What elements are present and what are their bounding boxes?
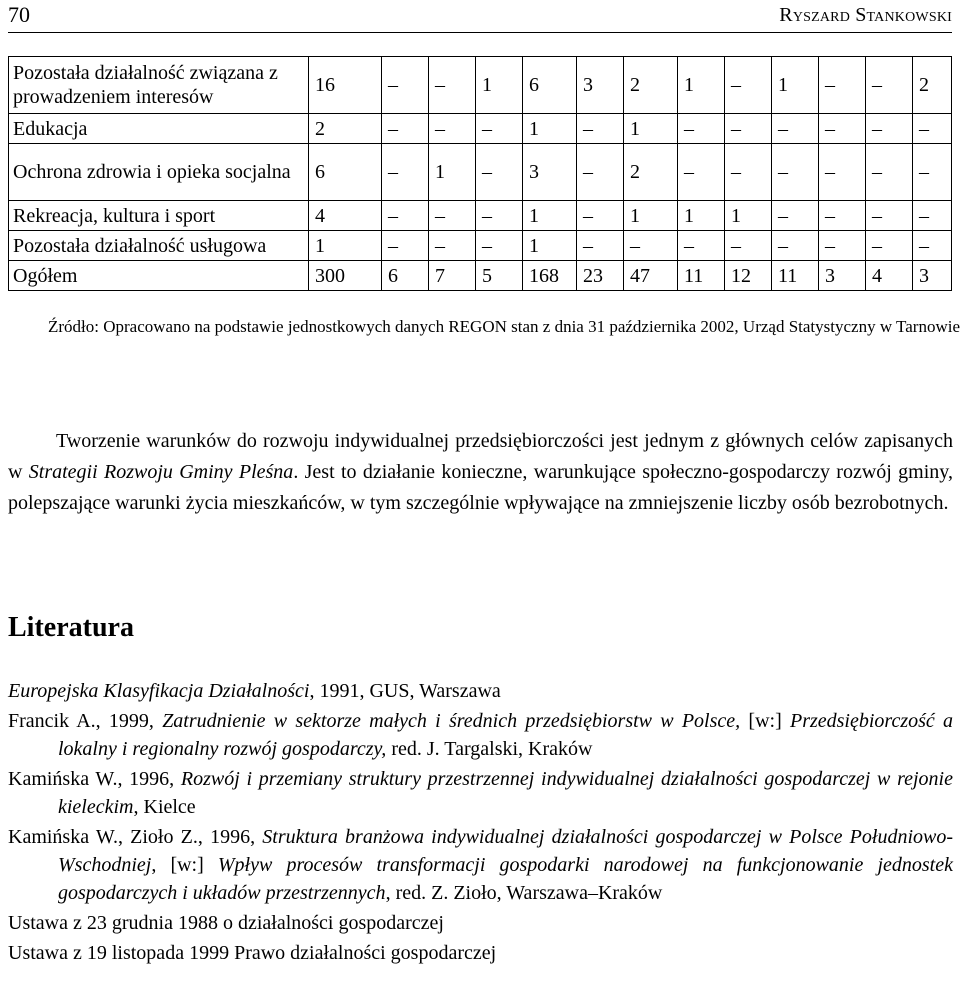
table-cell: 1 bbox=[678, 201, 725, 231]
table-cell: 11 bbox=[678, 261, 725, 291]
reference-item bbox=[8, 677, 953, 705]
table-cell: 3 bbox=[819, 261, 866, 291]
reference-item bbox=[8, 823, 953, 907]
table-cell: – bbox=[678, 114, 725, 144]
table-cell: – bbox=[577, 201, 624, 231]
table-cell: 1 bbox=[476, 57, 523, 114]
table-cell: 1 bbox=[309, 231, 382, 261]
table-cell: 2 bbox=[913, 57, 952, 114]
table-cell: – bbox=[866, 201, 913, 231]
table-cell: 1 bbox=[678, 57, 725, 114]
table-cell: – bbox=[819, 201, 866, 231]
table-cell: – bbox=[382, 114, 429, 144]
table-cell: – bbox=[678, 144, 725, 201]
table-cell: – bbox=[429, 57, 476, 114]
reference-item bbox=[8, 909, 953, 937]
table-cell: – bbox=[772, 231, 819, 261]
section-title: Literatura bbox=[8, 612, 134, 643]
table-cell: – bbox=[382, 144, 429, 201]
table-cell: 12 bbox=[725, 261, 772, 291]
row-label: Pozostała działalność usługowa bbox=[9, 231, 309, 261]
table-cell: 300 bbox=[309, 261, 382, 291]
table-cell: – bbox=[866, 144, 913, 201]
table-cell: – bbox=[577, 231, 624, 261]
table-cell: 3 bbox=[523, 144, 577, 201]
table-cell: 1 bbox=[523, 114, 577, 144]
table-cell: – bbox=[866, 231, 913, 261]
table-cell: 7 bbox=[429, 261, 476, 291]
reference-item bbox=[8, 765, 953, 821]
table-cell: – bbox=[725, 57, 772, 114]
table-cell: – bbox=[382, 231, 429, 261]
paragraph-text-after: . Jest to działanie konieczne, warunkujące społeczno-gospodarczy rozwój gminy, polepszające warunki życia mieszkańców, w tym szczególnie wpływające na zmniejszenie liczby osób bezrobotnych. bbox=[8, 461, 953, 514]
table-cell: – bbox=[725, 144, 772, 201]
table-cell: 4 bbox=[866, 261, 913, 291]
table-cell: – bbox=[866, 57, 913, 114]
table-cell: 16 bbox=[309, 57, 382, 114]
paragraph-italic: Strategii Rozwoju Gminy Pleśna bbox=[28, 461, 294, 483]
table-cell: – bbox=[577, 144, 624, 201]
table-cell: – bbox=[678, 231, 725, 261]
reference-author: Kamińska W., Zioło Z., 1996, bbox=[8, 826, 263, 848]
reference-rest: red. J. Targalski, Kraków bbox=[386, 738, 593, 760]
references-list bbox=[8, 677, 953, 969]
reference-item bbox=[8, 707, 953, 763]
reference-title: Zatrudnienie w sektorze małych i średnich przedsiębiorstw w Polsce, bbox=[162, 710, 741, 732]
table-cell: 2 bbox=[624, 57, 678, 114]
table-cell: – bbox=[772, 201, 819, 231]
table-cell: 1 bbox=[772, 57, 819, 114]
table-cell: 1 bbox=[523, 201, 577, 231]
reference-rest: , red. Z. Zioło, Warszawa–Kraków bbox=[385, 882, 663, 904]
page-number: 70 bbox=[8, 2, 30, 27]
table-row bbox=[9, 57, 952, 114]
table-cell: 23 bbox=[577, 261, 624, 291]
table-cell: – bbox=[382, 201, 429, 231]
table-cell: 1 bbox=[725, 201, 772, 231]
paragraph-text-before: Tworzenie warunków do rozwoju indywidualnej przedsiębiorczości jest jednym z głównych celów zapisanych w bbox=[8, 430, 953, 483]
reference-author: Ustawa z 19 listopada 1999 Prawo działalności gospodarczej bbox=[8, 942, 497, 964]
table-cell: – bbox=[725, 114, 772, 144]
table-cell: – bbox=[913, 144, 952, 201]
table-row bbox=[9, 231, 952, 261]
table-cell: 2 bbox=[624, 144, 678, 201]
row-label: Edukacja bbox=[9, 114, 309, 144]
table-cell: 3 bbox=[577, 57, 624, 114]
table-cell: – bbox=[866, 114, 913, 144]
table-cell: – bbox=[429, 114, 476, 144]
table-cell: – bbox=[913, 114, 952, 144]
reference-title: Struktura branżowa indywidualnej działalności gospodarczej w Polsce Południowo-Wschodniej bbox=[58, 826, 953, 876]
reference-book-title: Wpływ procesów transformacji gospodarki narodowej na funkcjonowanie jednostek gospodarczych i układów przestrzennych bbox=[58, 854, 953, 904]
table-cell: 1 bbox=[523, 231, 577, 261]
table-cell: – bbox=[819, 57, 866, 114]
row-label: Ochrona zdrowia i opieka socjalna bbox=[9, 144, 309, 201]
table-cell: 6 bbox=[382, 261, 429, 291]
table-cell: 5 bbox=[476, 261, 523, 291]
running-author: Ryszard Stankowski bbox=[779, 4, 952, 26]
row-label: Pozostała działalność związana z prowadzeniem interesów bbox=[9, 57, 309, 114]
reference-author: Francik A., 1999, bbox=[8, 710, 163, 732]
table-cell: – bbox=[476, 201, 523, 231]
table-cell: – bbox=[819, 231, 866, 261]
reference-mid: [w:] bbox=[740, 710, 790, 732]
table-row bbox=[9, 261, 952, 291]
table-cell: 1 bbox=[429, 144, 476, 201]
table-cell: 11 bbox=[772, 261, 819, 291]
table-cell: 6 bbox=[523, 57, 577, 114]
table-cell: 2 bbox=[309, 114, 382, 144]
table-cell: – bbox=[476, 114, 523, 144]
table-cell: 6 bbox=[309, 144, 382, 201]
table-cell: 168 bbox=[523, 261, 577, 291]
reference-rest: , Kielce bbox=[133, 796, 196, 818]
table-cell: 1 bbox=[624, 201, 678, 231]
reference-author: Kamińska W., 1996, bbox=[8, 768, 181, 790]
reference-rest: , 1991, GUS, Warszawa bbox=[309, 680, 501, 702]
reference-mid: , [w:] bbox=[151, 854, 218, 876]
table-cell: – bbox=[772, 144, 819, 201]
table-cell: – bbox=[476, 144, 523, 201]
table-cell: – bbox=[819, 144, 866, 201]
table-cell: – bbox=[725, 231, 772, 261]
table-cell: – bbox=[819, 114, 866, 144]
reference-author: Ustawa z 23 grudnia 1988 o działalności gospodarczej bbox=[8, 912, 444, 934]
table-row bbox=[9, 144, 952, 201]
reference-title: Rozwój i przemiany struktury przestrzennej indywidualnej działalności gospodarczej w rejonie kieleckim bbox=[58, 768, 953, 818]
reference-item bbox=[8, 939, 953, 967]
data-table bbox=[8, 56, 952, 291]
table-cell: 47 bbox=[624, 261, 678, 291]
table-cell: – bbox=[577, 114, 624, 144]
table-cell: – bbox=[624, 231, 678, 261]
table-cell: – bbox=[476, 231, 523, 261]
table-cell: – bbox=[429, 201, 476, 231]
table-cell: – bbox=[429, 231, 476, 261]
table-cell: 3 bbox=[913, 261, 952, 291]
table-body bbox=[9, 57, 952, 291]
body-paragraph bbox=[8, 426, 953, 519]
table-cell: – bbox=[913, 231, 952, 261]
table-cell: – bbox=[772, 114, 819, 144]
table-cell: – bbox=[913, 201, 952, 231]
table-cell: 1 bbox=[624, 114, 678, 144]
table-cell: – bbox=[382, 57, 429, 114]
running-header bbox=[8, 0, 952, 33]
source-note: Źródło: Opracowano na podstawie jednostkowych danych REGON stan z dnia 31 października 2002, Urząd Statystyczny w Tarnowie bbox=[48, 317, 960, 336]
table-row bbox=[9, 201, 952, 231]
reference-book-title: Przedsiębiorczość a lokalny i regionalny rozwój gospodarczy, bbox=[58, 710, 954, 760]
table-cell: 4 bbox=[309, 201, 382, 231]
reference-title: Europejska Klasyfikacja Działalności bbox=[8, 680, 310, 702]
table-row bbox=[9, 114, 952, 144]
row-label: Ogółem bbox=[9, 261, 309, 291]
row-label: Rekreacja, kultura i sport bbox=[9, 201, 309, 231]
